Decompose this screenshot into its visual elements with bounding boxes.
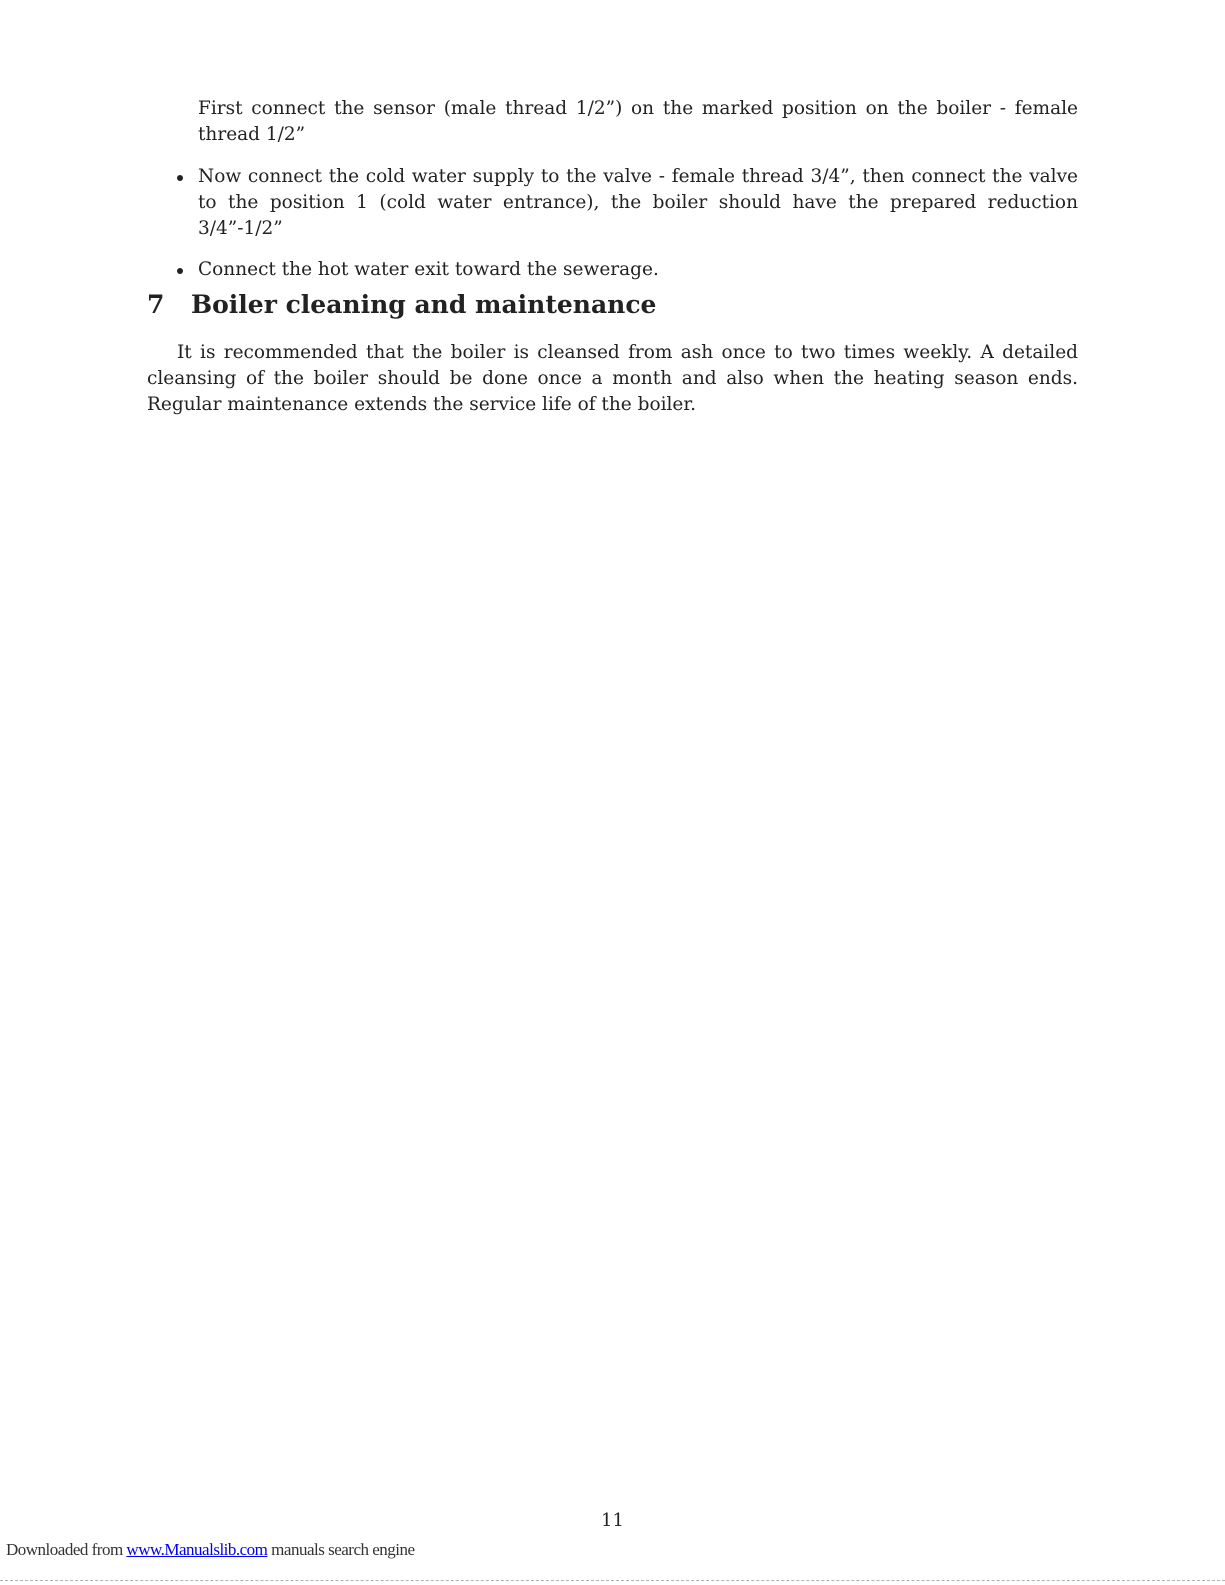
- list-item: [176, 257, 1078, 283]
- footer: [6, 1540, 415, 1560]
- bullet-list: [176, 164, 1078, 298]
- manualslib-link[interactable]: www.Manualslib.com: [126, 1540, 268, 1559]
- bullet-icon: [177, 175, 183, 181]
- continuation-paragraph: First connect the sensor (male thread 1/2”) on the marked position on the boiler - female thread 1/2”: [198, 98, 1078, 145]
- section-paragraph: It is recommended that the boiler is cleansed from ash once to two times weekly. A detailed cleansing of the boiler should be done once a month and also when the heating season ends. Regular maintenance extends the service life of the boiler.: [147, 342, 1078, 415]
- page-number: 11: [601, 1510, 624, 1531]
- footer-suffix: manuals search engine: [271, 1540, 415, 1559]
- section-heading: [147, 290, 1078, 320]
- section-number: 7: [147, 290, 165, 319]
- footer-divider: [0, 1580, 1225, 1581]
- section-title: Boiler cleaning and maintenance: [191, 290, 657, 319]
- list-item-text: Now connect the cold water supply to the valve - female thread 3/4”, then connect the valve to the position 1 (cold water entrance), the boiler should have the prepared reduction 3/4”-1/2”: [198, 166, 1078, 239]
- bullet-icon: [177, 268, 183, 274]
- footer-prefix: Downloaded from: [6, 1540, 123, 1559]
- list-item: [176, 164, 1078, 242]
- list-item-text: Connect the hot water exit toward the sewerage.: [198, 259, 659, 280]
